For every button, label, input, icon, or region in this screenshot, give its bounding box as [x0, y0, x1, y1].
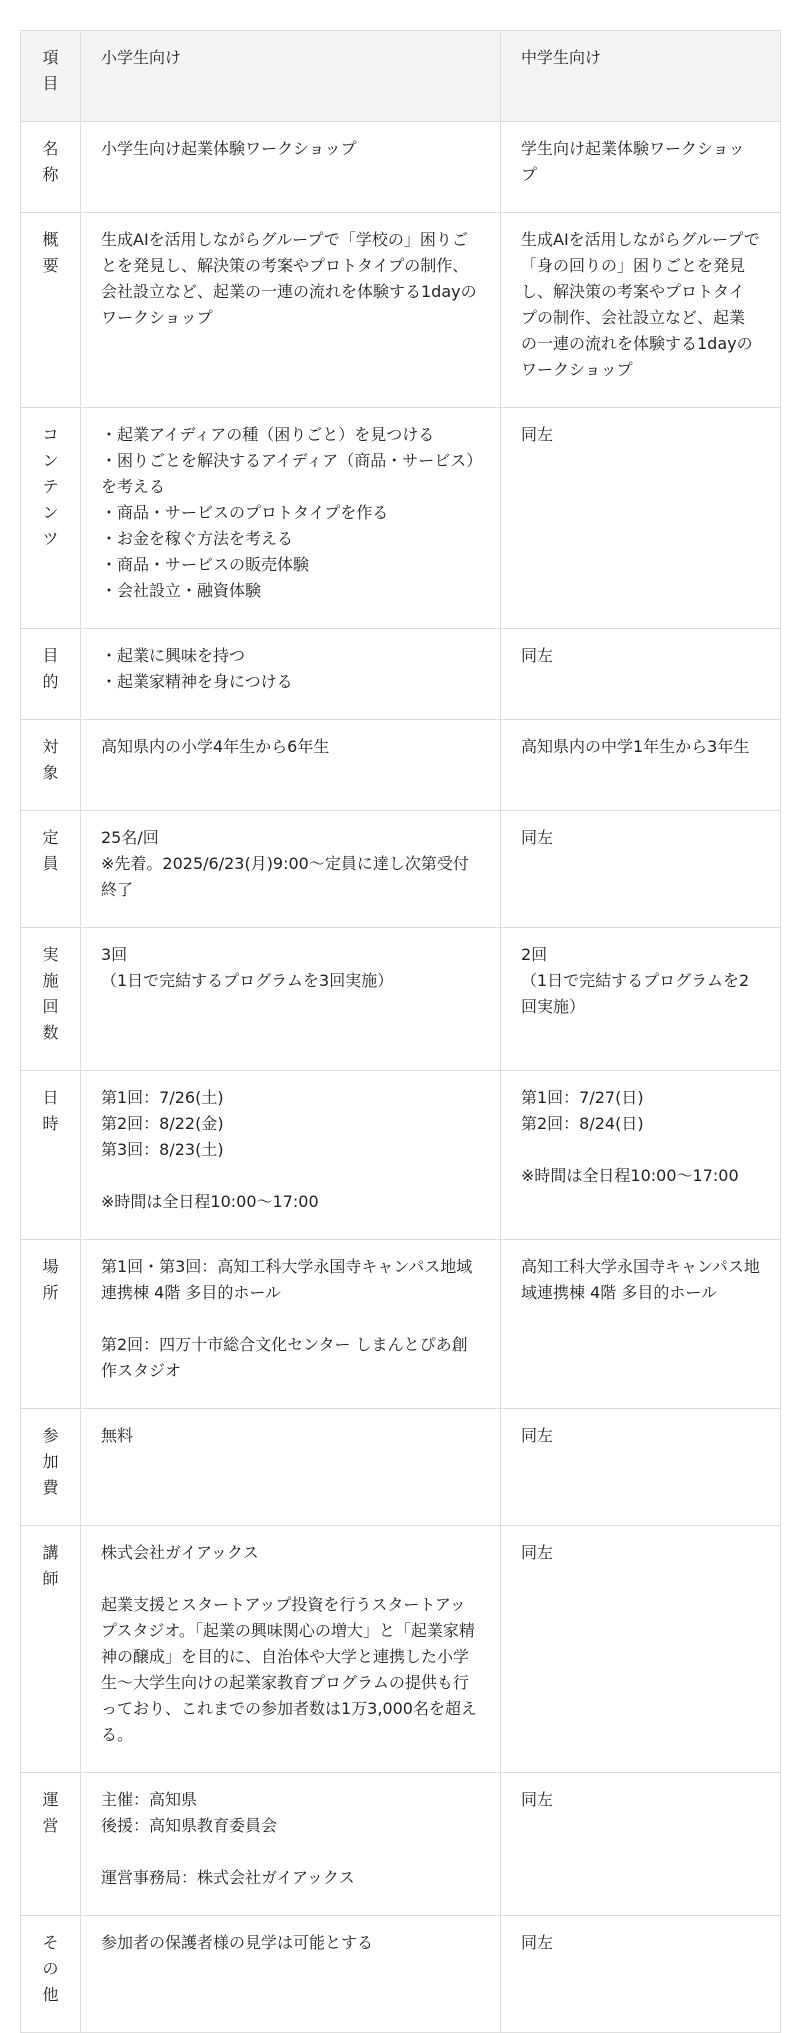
row-label-char: そ: [42, 1933, 59, 1952]
header-junior: 中学生向け: [501, 31, 781, 122]
cell-junior-fee: 同左: [501, 1409, 781, 1526]
row-label-datetime: [21, 1071, 81, 1240]
cell-elementary-datetime: 第1回：7/26(土) 第2回：8/22(金) 第3回：8/23(土) ※時間は全日程10:00〜17:00: [81, 1071, 501, 1240]
cell-elementary-instructor: 株式会社ガイアックス 起業支援とスタートアップ投資を行うスタートアップスタジオ。「起業の興味関心の増大」と「起業家精神の醸成」を目的に、自治体や大学と連携した小学生〜大学生向けの起業家教育プログラムの提供も行っており、これまでの参加者数は1万3,000名を超える。: [81, 1526, 501, 1773]
table-row-purpose: [21, 629, 781, 720]
table-row-contents: [21, 408, 781, 629]
workshop-info-table: [20, 30, 781, 2033]
table-row-fee: [21, 1409, 781, 1526]
table-row-venue: [21, 1240, 781, 1409]
row-label-char: 参: [42, 1426, 59, 1445]
row-label-contents: [21, 408, 81, 629]
header-elementary: 小学生向け: [81, 31, 501, 122]
table-header-row: [21, 31, 781, 122]
cell-junior-instructor: 同左: [501, 1526, 781, 1773]
cell-junior-venue: 高知工科大学永国寺キャンパス地域連携棟 4階 多目的ホール: [501, 1240, 781, 1409]
cell-elementary-venue: 第1回・第3回：高知工科大学永国寺キャンパス地域連携棟 4階 多目的ホール 第2回：四万十市総合文化センター しまんとぴあ創作スタジオ: [81, 1240, 501, 1409]
table-row-capacity: [21, 811, 781, 928]
cell-junior-datetime: 第1回：7/27(日) 第2回：8/24(日) ※時間は全日程10:00〜17:00: [501, 1071, 781, 1240]
row-label-char: ン: [42, 451, 59, 470]
row-label-char: テ: [42, 477, 59, 496]
header-item: [21, 31, 81, 122]
row-label-purpose: [21, 629, 81, 720]
cell-elementary-fee: 無料: [81, 1409, 501, 1526]
row-label-char: 象: [42, 763, 59, 782]
row-label-char: 講: [42, 1543, 59, 1562]
row-label-char: 加: [42, 1452, 59, 1471]
cell-junior-sessions: 2回 （1日で完結するプログラムを2回実施）: [501, 928, 781, 1071]
row-label-char: ン: [42, 503, 59, 522]
cell-junior-capacity: 同左: [501, 811, 781, 928]
row-label-char: 所: [42, 1283, 59, 1302]
row-label-char: 項: [42, 48, 59, 67]
cell-elementary-name: 小学生向け起業体験ワークショップ: [81, 122, 501, 213]
row-label-venue: [21, 1240, 81, 1409]
cell-junior-purpose: 同左: [501, 629, 781, 720]
row-label-char: 概: [42, 230, 59, 249]
row-label-target: [21, 720, 81, 811]
cell-elementary-target: 高知県内の小学4年生から6年生: [81, 720, 501, 811]
row-label-char: 場: [42, 1257, 59, 1276]
row-label-char: 施: [42, 971, 59, 990]
cell-elementary-contents: ・起業アイディアの種（困りごと）を見つける ・困りごとを解決するアイディア（商品・サービス）を考える ・商品・サービスのプロトタイプを作る ・お金を稼ぐ方法を考える ・商品・サービスの販売体験 ・会社設立・融資体験: [81, 408, 501, 629]
table-row-sessions: [21, 928, 781, 1071]
cell-elementary-other: 参加者の保護者様の見学は可能とする: [81, 1916, 501, 2033]
row-label-char: 回: [42, 997, 59, 1016]
row-label-char: 数: [42, 1023, 59, 1042]
row-label-capacity: [21, 811, 81, 928]
cell-elementary-sessions: 3回 （1日で完結するプログラムを3回実施）: [81, 928, 501, 1071]
cell-junior-overview: 生成AIを活用しながらグループで「身の回りの」困りごとを発見し、解決策の考案やプロトタイプの制作、会社設立など、起業の一連の流れを体験する1dayのワークショップ: [501, 213, 781, 408]
row-label-char: 称: [42, 165, 59, 184]
row-label-other: [21, 1916, 81, 2033]
row-label-char: 目: [42, 646, 59, 665]
row-label-sessions: [21, 928, 81, 1071]
cell-junior-name: 学生向け起業体験ワークショップ: [501, 122, 781, 213]
cell-elementary-overview: 生成AIを活用しながらグループで「学校の」困りごとを発見し、解決策の考案やプロトタイプの制作、会社設立など、起業の一連の流れを体験する1dayのワークショップ: [81, 213, 501, 408]
row-label-operation: [21, 1773, 81, 1916]
row-label-char: の: [42, 1959, 59, 1978]
row-label-char: 費: [42, 1478, 59, 1497]
row-label-char: 員: [42, 854, 59, 873]
row-label-fee: [21, 1409, 81, 1526]
row-label-name: [21, 122, 81, 213]
table-row-name: [21, 122, 781, 213]
row-label-char: 名: [42, 139, 59, 158]
row-label-char: 的: [42, 672, 59, 691]
table-row-target: [21, 720, 781, 811]
table-row-other: [21, 1916, 781, 2033]
row-label-char: ツ: [42, 529, 59, 548]
row-label-char: 目: [42, 74, 59, 93]
row-label-instructor: [21, 1526, 81, 1773]
row-label-char: 対: [42, 737, 59, 756]
table-row-overview: [21, 213, 781, 408]
cell-junior-target: 高知県内の中学1年生から3年生: [501, 720, 781, 811]
cell-junior-contents: 同左: [501, 408, 781, 629]
row-label-char: 営: [42, 1816, 59, 1835]
cell-junior-operation: 同左: [501, 1773, 781, 1916]
table-row-datetime: [21, 1071, 781, 1240]
row-label-char: コ: [42, 425, 59, 444]
row-label-char: 運: [42, 1790, 59, 1809]
row-label-char: 定: [42, 828, 59, 847]
table-row-operation: [21, 1773, 781, 1916]
row-label-char: 日: [42, 1088, 59, 1107]
cell-elementary-operation: 主催：高知県 後援：高知県教育委員会 運営事務局：株式会社ガイアックス: [81, 1773, 501, 1916]
row-label-char: 実: [42, 945, 59, 964]
table-row-instructor: [21, 1526, 781, 1773]
row-label-char: 師: [42, 1569, 59, 1588]
row-label-char: 時: [42, 1114, 59, 1133]
cell-elementary-purpose: ・起業に興味を持つ ・起業家精神を身につける: [81, 629, 501, 720]
cell-elementary-capacity: 25名/回 ※先着。2025/6/23(月)9:00〜定員に達し次第受付終了: [81, 811, 501, 928]
row-label-char: 他: [42, 1985, 59, 2004]
row-label-char: 要: [42, 256, 59, 275]
row-label-overview: [21, 213, 81, 408]
cell-junior-other: 同左: [501, 1916, 781, 2033]
